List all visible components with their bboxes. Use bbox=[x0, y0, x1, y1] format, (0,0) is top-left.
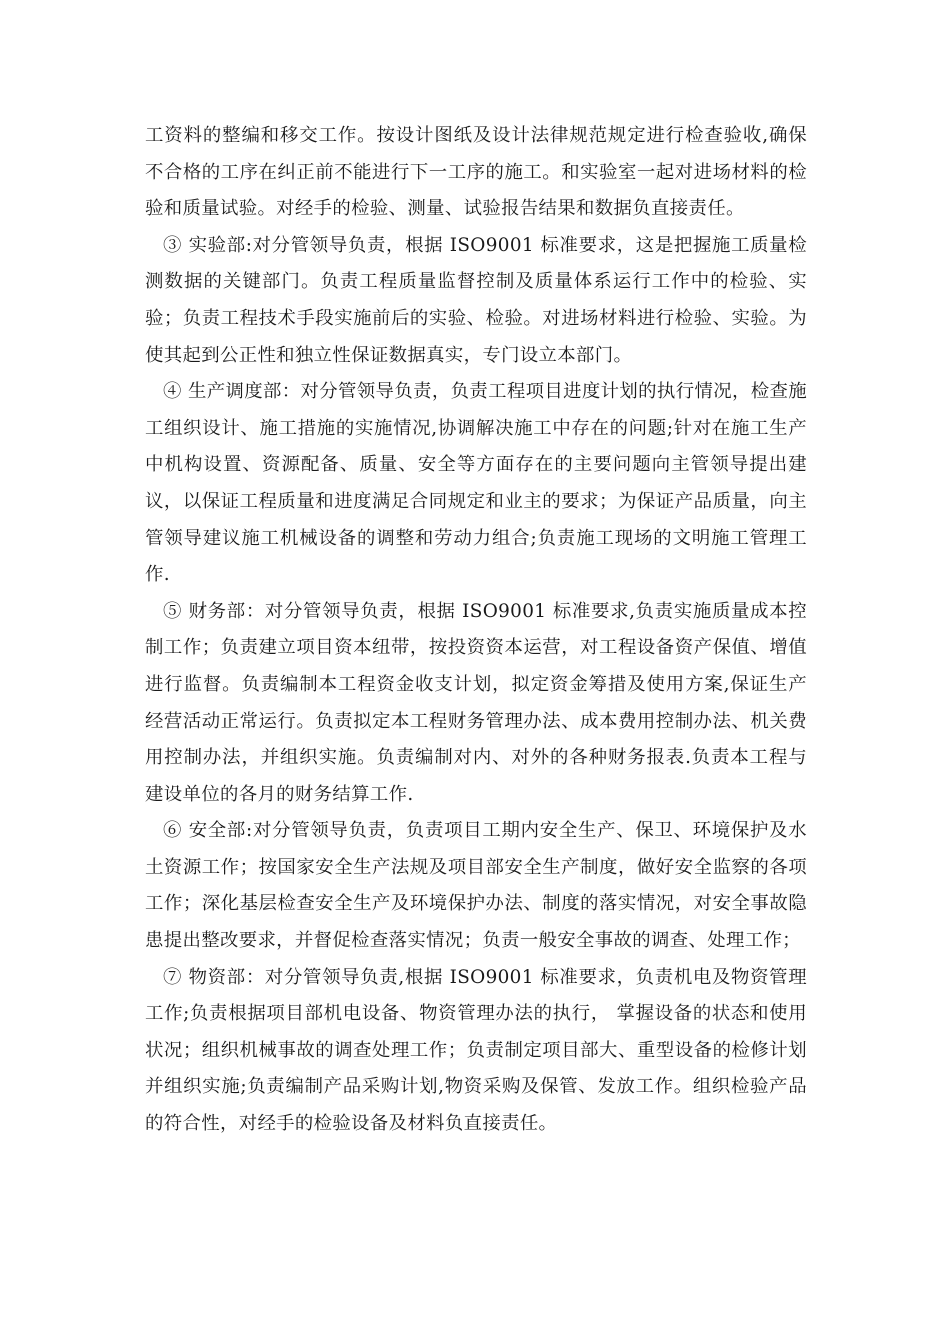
paragraph-production-dispatch-dept: ④ 生产调度部：对分管领导负责，负责工程项目进度计划的执行情况，检查施工组织设计、施工措施的实施情况,协调解决施工中存在的问题;针对在施工生产中机构设置、资源配备、质量、安全等方面存在的主要问题向主管领导提出建议，以保证工程质量和进度满足合同规定和业主的要求；为保证产品质量，向主管领导建议施工机械设备的调整和劳动力组合;负责施工现场的文明施工管理工作. bbox=[145, 381, 807, 586]
paragraph-lab-dept: ③ 实验部:对分管领导负责，根据 ISO9001 标准要求，这是把握施工质量检测数据的关键部门。负责工程质量监督控制及质量体系运行工作中的检验、实验；负责工程技术手段实施前后的实验、检验。对进场材料进行检验、实验。为使其起到公正性和独立性保证数据真实，专门设立本部门。 bbox=[145, 234, 807, 366]
paragraph-finance-dept: ⑤ 财务部：对分管领导负责，根据 ISO9001 标准要求,负责实施质量成本控制工作；负责建立项目资本纽带，按投资资本运营，对工程设备资产保值、增值进行监督。负责编制本工程资金收支计划，拟定资金筹措及使用方案,保证生产经营活动正常运行。负责拟定本工程财务管理办法、成本费用控制办法、机关费用控制办法，并组织实施。负责编制对内、对外的各种财务报表.负责本工程与建设单位的各月的财务结算工作. bbox=[145, 600, 807, 805]
paragraph-continuation: 工资料的整编和移交工作。按设计图纸及设计法律规范规定进行检查验收,确保不合格的工序在纠正前不能进行下一工序的施工。和实验室一起对进场材料的检验和质量试验。对经手的检验、测量、试验报告结果和数据负直接责任。 bbox=[145, 125, 807, 220]
paragraph-materials-dept: ⑦ 物资部：对分管领导负责,根据 ISO9001 标准要求，负责机电及物资管理工作;负责根据项目部机电设备、物资管理办法的执行， 掌握设备的状态和使用状况；组织机械事故的调查处理工作；负责制定项目部大、重型设备的检修计划并组织实施;负责编制产品采购计划,物资采购及保管、发放工作。组织检验产品的符合性，对经手的检验设备及材料负直接责任。 bbox=[145, 966, 807, 1135]
paragraph-safety-dept: ⑥ 安全部:对分管领导负责，负责项目工期内安全生产、保卫、环境保护及水土资源工作；按国家安全生产法规及项目部安全生产制度，做好安全监察的各项工作；深化基层检查安全生产及环境保护办法、制度的落实情况，对安全事故隐患提出整改要求，并督促检查落实情况；负责一般安全事故的调查、处理工作； bbox=[145, 820, 807, 952]
document-body bbox=[145, 118, 807, 1143]
